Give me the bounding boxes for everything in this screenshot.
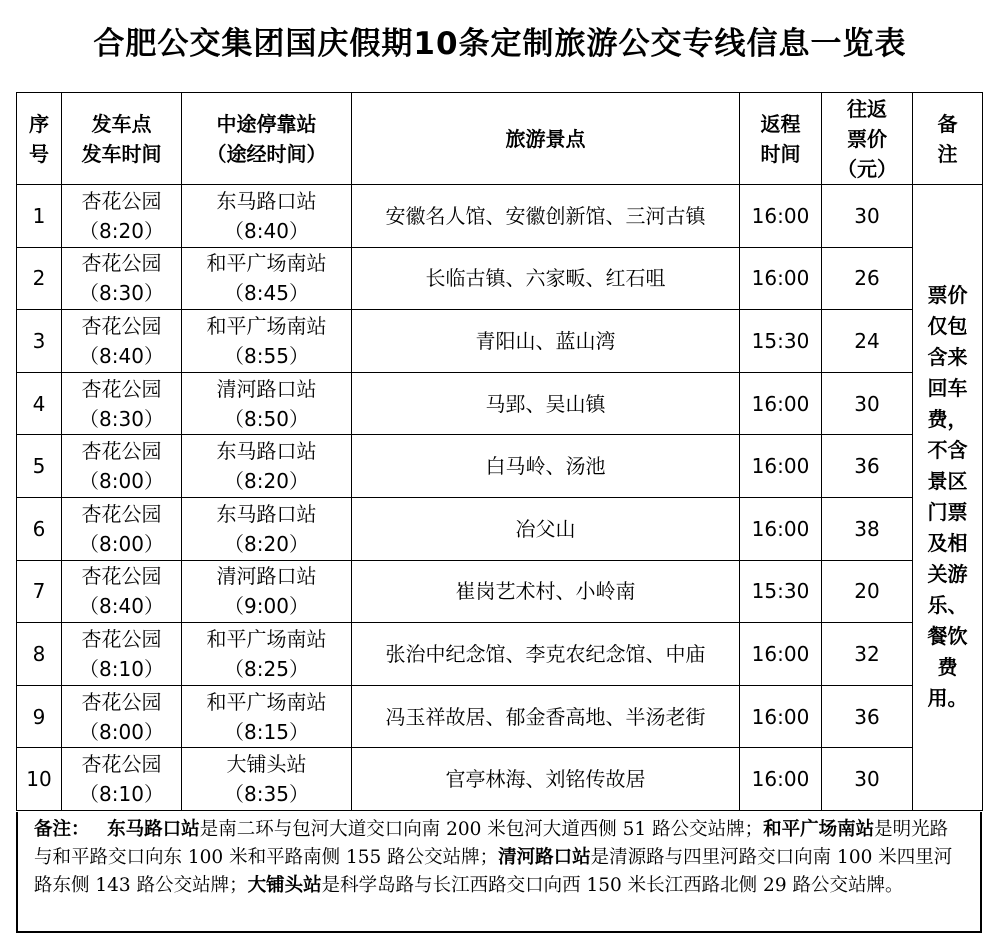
cell-stop (182, 185, 352, 248)
row-index: 5 (32, 454, 46, 479)
cell-depart (62, 372, 182, 435)
row-index: 4 (32, 391, 46, 416)
cell-scenic (352, 748, 740, 811)
cell-price (822, 685, 913, 748)
row-index: 3 (32, 328, 46, 353)
stop-time: （9:00） (224, 594, 309, 619)
depart-time: （8:00） (79, 719, 164, 744)
cell-scenic (352, 623, 740, 686)
stop-name: 东马路口站 (216, 439, 317, 464)
cell-index (17, 685, 62, 748)
return-time: 16:00 (751, 641, 810, 666)
depart-point: 杏花公园 (81, 251, 162, 276)
return-time: 16:00 (751, 516, 810, 541)
header-row (17, 93, 983, 185)
cell-stop (182, 623, 352, 686)
cell-index (17, 372, 62, 435)
cell-return (740, 685, 822, 748)
header-return: 返程 时间 (740, 93, 822, 185)
ticket-price: 36 (854, 454, 880, 479)
row-index: 10 (26, 767, 52, 792)
cell-price (822, 623, 913, 686)
row-index: 1 (32, 203, 46, 228)
cell-scenic (352, 497, 740, 560)
table-row (17, 247, 983, 310)
header-scenic: 旅游景点 (352, 93, 740, 185)
depart-time: （8:00） (79, 531, 164, 556)
depart-point: 杏花公园 (81, 313, 162, 338)
cell-index (17, 435, 62, 498)
cell-depart (62, 247, 182, 310)
return-time: 16:00 (751, 203, 810, 228)
station-name-heping: 和平广场南站 (763, 819, 875, 840)
scenic-spots: 张治中纪念馆、李克农纪念馆、中庙 (385, 641, 706, 666)
cell-price (822, 372, 913, 435)
stop-time: （8:35） (224, 782, 309, 807)
cell-depart (62, 310, 182, 373)
page-title: 合肥公交集团国庆假期10条定制旅游公交专线信息一览表 (93, 26, 907, 62)
table-row (17, 310, 983, 373)
ticket-price: 30 (854, 391, 880, 416)
cell-depart (62, 685, 182, 748)
cell-return (740, 560, 822, 623)
return-time: 16:00 (751, 704, 810, 729)
cell-index (17, 185, 62, 248)
header-index: 序 号 (17, 93, 62, 185)
cell-return (740, 435, 822, 498)
scenic-spots: 冶父山 (515, 516, 576, 541)
cell-price (822, 185, 913, 248)
header-stop: 中途停靠站 （途经时间） (182, 93, 352, 185)
header-price: 往返 票价 （元） (822, 93, 913, 185)
table-row (17, 185, 983, 248)
row-index: 9 (32, 704, 46, 729)
station-name-dapu: 大铺头站 (247, 875, 322, 896)
depart-point: 杏花公园 (81, 501, 162, 526)
stop-name: 东马路口站 (216, 501, 317, 526)
cell-stop (182, 497, 352, 560)
stop-name: 和平广场南站 (206, 689, 327, 714)
cell-depart (62, 748, 182, 811)
cell-stop (182, 435, 352, 498)
table-row (17, 497, 983, 560)
stop-name: 清河路口站 (216, 564, 317, 589)
cell-stop (182, 560, 352, 623)
cell-index (17, 560, 62, 623)
cell-depart (62, 560, 182, 623)
cell-price (822, 560, 913, 623)
cell-return (740, 748, 822, 811)
cell-index (17, 748, 62, 811)
stop-time: （8:40） (224, 218, 309, 243)
stop-time: （8:20） (224, 531, 309, 556)
scenic-spots: 官亭林海、刘铭传故居 (445, 767, 646, 792)
cell-depart (62, 185, 182, 248)
scenic-spots: 青阳山、蓝山湾 (475, 328, 616, 353)
ticket-price: 36 (854, 704, 880, 729)
cell-return (740, 372, 822, 435)
cell-price (822, 247, 913, 310)
stop-time: （8:20） (224, 469, 309, 494)
cell-scenic (352, 185, 740, 248)
cell-depart (62, 497, 182, 560)
return-time: 16:00 (751, 391, 810, 416)
cell-remark (913, 185, 983, 811)
depart-point: 杏花公园 (81, 188, 162, 213)
ticket-price: 20 (854, 579, 880, 604)
depart-point: 杏花公园 (81, 376, 162, 401)
table-row (17, 560, 983, 623)
cell-depart (62, 623, 182, 686)
footer-label: 备注： (34, 819, 90, 840)
return-time: 16:00 (751, 767, 810, 792)
ticket-price: 24 (854, 328, 880, 353)
station-name-qinghe: 清河路口站 (498, 847, 591, 868)
return-time: 15:30 (751, 579, 810, 604)
depart-time: （8:00） (79, 469, 164, 494)
station-desc-qinghe: 是清源路与四里河路交口向南 100 米四里河路东侧 143 路公交站牌； (34, 847, 953, 896)
cell-index (17, 497, 62, 560)
depart-point: 杏花公园 (81, 752, 162, 777)
depart-point: 杏花公园 (81, 439, 162, 464)
station-name-dongma: 东马路口站 (107, 819, 200, 840)
row-index: 8 (32, 641, 46, 666)
scenic-spots: 冯玉祥故居、郁金香高地、半汤老街 (385, 704, 706, 729)
row-index: 6 (32, 516, 46, 541)
ticket-price: 26 (854, 266, 880, 291)
depart-point: 杏花公园 (81, 564, 162, 589)
scenic-spots: 安徽名人馆、安徽创新馆、三河古镇 (385, 203, 706, 228)
stop-name: 东马路口站 (216, 188, 317, 213)
cell-price (822, 748, 913, 811)
cell-index (17, 247, 62, 310)
return-time: 16:00 (751, 454, 810, 479)
depart-time: （8:40） (79, 594, 164, 619)
depart-time: （8:10） (79, 782, 164, 807)
remark-text: 票价仅包含来回车费，不含景区门票及相关游乐、餐饮费用。 (927, 283, 968, 711)
cell-scenic (352, 435, 740, 498)
cell-scenic (352, 372, 740, 435)
cell-scenic (352, 310, 740, 373)
ticket-price: 32 (854, 641, 880, 666)
cell-scenic (352, 685, 740, 748)
return-time: 16:00 (751, 266, 810, 291)
station-desc-dongma: 是南二环与包河大道交口向南 200 米包河大道西侧 51 路公交站牌； (199, 819, 764, 840)
table-row (17, 372, 983, 435)
ticket-price: 38 (854, 516, 880, 541)
header-note: 备 注 (913, 93, 983, 185)
cell-scenic (352, 247, 740, 310)
depart-time: （8:30） (79, 281, 164, 306)
cell-return (740, 623, 822, 686)
table-row (17, 748, 983, 811)
cell-stop (182, 748, 352, 811)
stop-name: 大铺头站 (226, 752, 307, 777)
row-index: 2 (32, 266, 46, 291)
stop-name: 清河路口站 (216, 376, 317, 401)
scenic-spots: 马郢、吴山镇 (485, 391, 606, 416)
stop-time: （8:55） (224, 343, 309, 368)
row-index: 7 (32, 579, 46, 604)
stop-name: 和平广场南站 (206, 251, 327, 276)
stop-time: （8:25） (224, 656, 309, 681)
table-row (17, 685, 983, 748)
ticket-price: 30 (854, 767, 880, 792)
depart-time: （8:10） (79, 656, 164, 681)
cell-stop (182, 685, 352, 748)
ticket-price: 30 (854, 203, 880, 228)
cell-index (17, 623, 62, 686)
cell-return (740, 247, 822, 310)
depart-time: （8:40） (79, 343, 164, 368)
route-table (16, 92, 983, 811)
scenic-spots: 崔岗艺术村、小岭南 (455, 579, 636, 604)
stop-name: 和平广场南站 (206, 313, 327, 338)
station-desc-dapu: 是科学岛路与长江西路交口向西 150 米长江西路北侧 29 路公交站牌。 (321, 875, 904, 896)
table-row (17, 435, 983, 498)
station-desc-heping: 是明光路与和平路交口向东 100 米和平路南侧 155 路公交站牌； (34, 819, 949, 868)
cell-return (740, 497, 822, 560)
cell-depart (62, 435, 182, 498)
footer-notes (16, 812, 982, 933)
header-depart: 发车点 发车时间 (62, 93, 182, 185)
depart-time: （8:20） (79, 218, 164, 243)
stop-name: 和平广场南站 (206, 626, 327, 651)
cell-price (822, 497, 913, 560)
cell-scenic (352, 560, 740, 623)
table-row (17, 623, 983, 686)
return-time: 15:30 (751, 328, 810, 353)
cell-index (17, 310, 62, 373)
depart-point: 杏花公园 (81, 626, 162, 651)
depart-point: 杏花公园 (81, 689, 162, 714)
cell-return (740, 185, 822, 248)
cell-return (740, 310, 822, 373)
scenic-spots: 长临古镇、六家畈、红石咀 (425, 266, 666, 291)
stop-time: （8:15） (224, 719, 309, 744)
stop-time: （8:45） (224, 281, 309, 306)
cell-stop (182, 247, 352, 310)
cell-price (822, 310, 913, 373)
stop-time: （8:50） (224, 406, 309, 431)
scenic-spots: 白马岭、汤池 (485, 454, 606, 479)
depart-time: （8:30） (79, 406, 164, 431)
cell-price (822, 435, 913, 498)
cell-stop (182, 372, 352, 435)
cell-stop (182, 310, 352, 373)
